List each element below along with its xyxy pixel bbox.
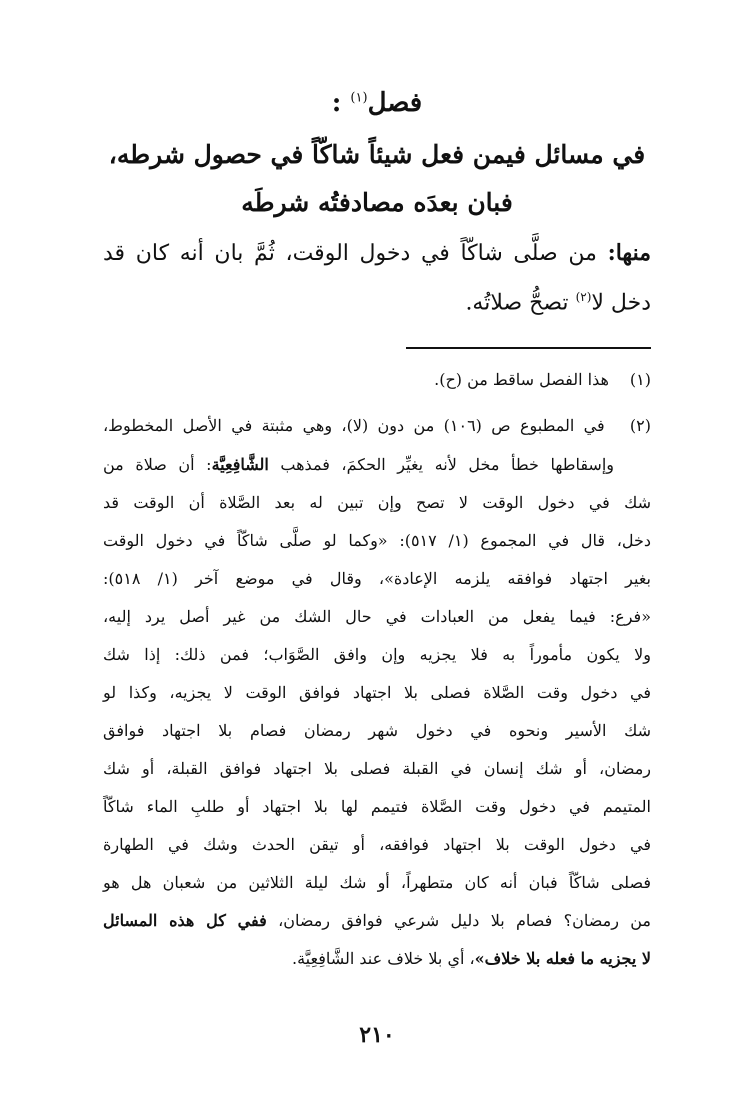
footnote-2-line-14-text: من رمضان؟ فصام بلا دليل شرعي فوافق رمضان، [278,911,652,930]
footnote-2-line-8: في دخول وقت الصَّلاة فصلى بلا اجتهاد فوافق الوقت لا يجزيه، وكذا لو [103,683,651,702]
footnote-divider [406,347,651,349]
footnote-2-line-7: ولا يكون مأموراً به فلا يجزيه وإن وافق الصَّوَاب؛ فمن ذلك: إذا شك [103,645,651,664]
body-line-2-text-a: دخل لا [591,290,651,316]
footnote-2-line-2 [103,455,614,474]
page-number: ٢١٠ [359,1022,395,1048]
footnote-2-line-3: شك في دخول الوقت لا تصح وإن تبين له بعد الصَّلاة أن الوقت قد [103,493,651,512]
body-paragraph-line-2 [103,290,651,315]
footnote-2-line-15-text: ، أي بلا خلاف عند الشَّافِعِيَّة. [291,949,475,968]
footnote-2-line-15-bold: لا يجزيه ما فعله بلا خلاف» [474,949,651,968]
footnote-2-number: (٢) [629,416,651,435]
chapter-word: فصل [367,88,423,118]
footnote-2-line-12: في دخول الوقت بلا اجتهاد فوافقه، أو تيقن الحدث وشك في الطهارة [103,835,651,854]
footnote-2-line-10: رمضان، أو شك إنسان في القبلة فصلى بلا اجتهاد فوافق القبلة، أو شك [103,759,651,778]
footnote-2-line-9: شك الأسير ونحوه في دخول شهر رمضان فصام بلا اجتهاد فوافق [103,721,651,740]
body-paragraph-line-1 [103,240,651,266]
body-line-2-text-b: تصحُّ صلاتُه. [465,290,569,316]
chapter-footnote-ref[interactable]: (١) [350,90,368,106]
footnote-1-text: هذا الفصل ساقط من (ح). [434,370,609,389]
footnote-2-line-2-text-b: : أن صلاة من [103,455,212,474]
footnote-1 [103,370,651,389]
chapter-title-line-1: في مسائل فيمن فعل شيئاً شاكّاً في حصول شرطه، [108,140,646,169]
footnote-2-line-2-text-a: وإسقاطها خطأ مخل لأنه يغيِّر الحكمَ، فمذهب [280,455,615,474]
footnote-2-line-5: بغير اجتهاد فوافقه يلزمه الإعادة»، وقال في موضع آخر (١/ ٥١٨): [103,569,651,588]
footnote-2-line-15 [103,949,651,968]
body-lead-word: منها: [607,240,651,266]
footnote-2-line-14 [103,911,651,930]
footnote-2-line-6: «فرع: فيما يفعل من العبادات في حال الشك من غير أصل يرد إليه، [103,607,651,626]
footnote-2-line-11: المتيمم في دخول وقت الصَّلاة فتيمم لها بلا اجتهاد أو طلبِ الماء شاكّاً [103,797,651,816]
footnote-2-line-14-bold: ففي كل هذه المسائل [103,911,267,930]
footnote-1-number: (١) [629,370,651,389]
footnote-2-line-1 [103,416,651,435]
chapter-heading [0,88,754,118]
footnote-2-line-4: دخل، قال في المجموع (١/ ٥١٧): «وكما لو صلَّى شاكّاً في دخول الوقت [103,531,651,550]
footnote-2-line-1-text: في المطبوع ص (١٠٦) من دون (لا)، وهي مثبتة في الأصل المخطوط، [103,416,605,435]
footnote-2-line-2-bold: الشَّافِعِيَّة [211,455,269,474]
footnote-2-line-13: فصلى شاكّاً فبان أنه كان متطهراً، أو شك ليلة الثلاثين من شعبان هل هو [103,873,651,892]
body-footnote-ref[interactable]: (٢) [575,290,592,304]
chapter-title-line-2: فبان بعدَه مصادفتُه شرطَه [241,188,513,217]
body-line-1-text: من صلَّى شاكّاً في دخول الوقت، ثُمَّ بان أنه كان قد [103,241,597,266]
chapter-colon: : [331,88,342,118]
